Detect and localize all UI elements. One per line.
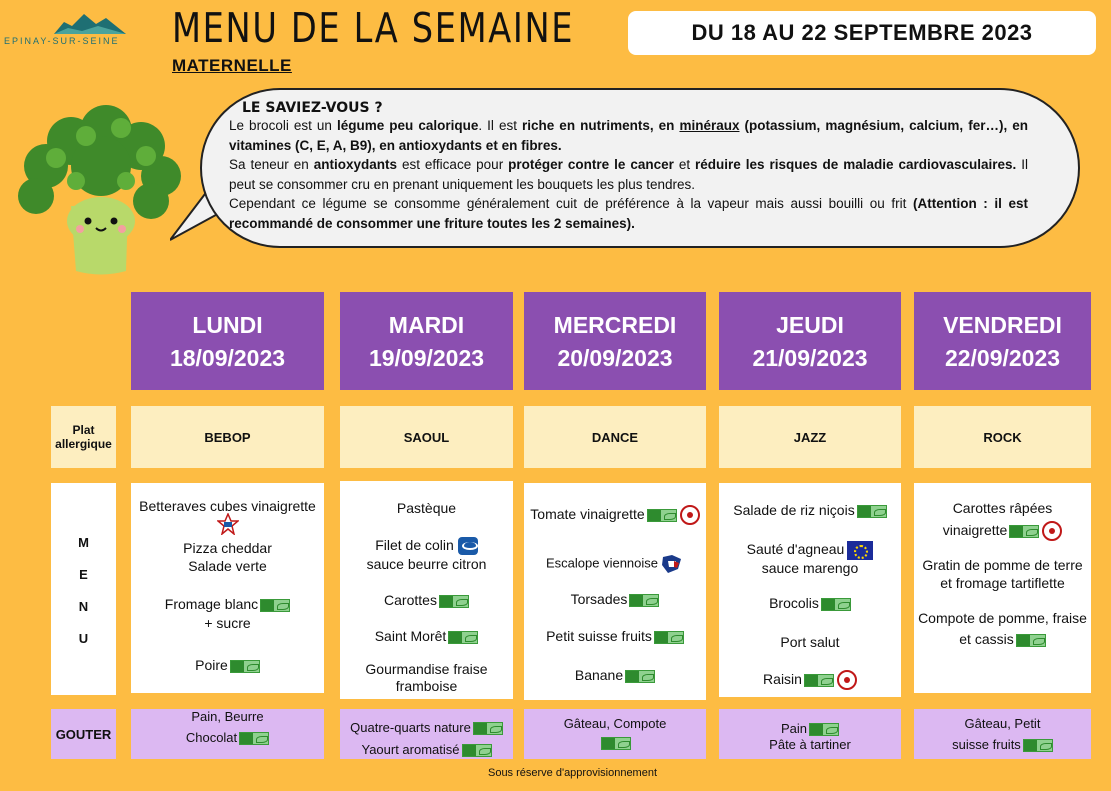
ab-bio-label-icon xyxy=(804,674,834,687)
list-item: Betteraves cubes vinaigrette xyxy=(139,498,316,514)
page-subtitle: MATERNELLE xyxy=(172,56,292,75)
gouter-row-label: GOUTER xyxy=(51,709,116,759)
list-item: Gâteau, Compote xyxy=(563,716,667,731)
logo-text: EPINAY-SUR-SEINE xyxy=(4,36,120,46)
list-item: Yaourt aromatisé xyxy=(340,740,513,760)
list-item: Pizza cheddar xyxy=(183,540,272,556)
ab-bio-label-icon xyxy=(260,599,290,612)
date-range-box: DU 18 AU 22 SEPTEMBRE 2023 xyxy=(628,11,1096,55)
list-item: Filet de colin xyxy=(340,536,513,555)
list-item: Fromage blanc xyxy=(131,595,324,613)
ab-bio-label-icon xyxy=(239,732,269,745)
list-item: et fromage tartiflette xyxy=(940,575,1065,591)
list-item: Raisin xyxy=(719,670,901,690)
list-item: Gratin de pomme de terre xyxy=(922,557,1083,573)
list-item: Saint Morêt xyxy=(340,627,513,645)
list-item: et cassis xyxy=(914,630,1091,648)
day-header-jeudi: JEUDI 21/09/2023 xyxy=(719,292,901,390)
label-rouge-icon xyxy=(837,670,857,690)
allergen-mercredi: DANCE xyxy=(524,406,706,468)
page-title: MENU DE LA SEMAINE xyxy=(172,4,575,52)
ab-bio-label-icon xyxy=(1016,634,1046,647)
ab-bio-label-icon xyxy=(654,631,684,644)
gouter-jeudi xyxy=(719,709,901,759)
fait-maison-star-icon xyxy=(217,513,239,535)
ab-bio-label-icon xyxy=(230,660,260,673)
list-item: Pain xyxy=(719,719,901,739)
ab-bio-label-icon xyxy=(1009,525,1039,538)
day-header-vendredi: VENDREDI 22/09/2023 xyxy=(914,292,1091,390)
day-header-lundi: LUNDI 18/09/2023 xyxy=(131,292,324,390)
allergen-vendredi: ROCK xyxy=(914,406,1091,468)
list-item: sauce beurre citron xyxy=(366,556,487,572)
list-item: framboise xyxy=(395,678,458,694)
allergen-lundi: BEBOP xyxy=(131,406,324,468)
hills-logo-icon xyxy=(54,12,126,34)
info-title: LE SAVIEZ-VOUS ? xyxy=(242,100,383,116)
label-rouge-icon xyxy=(680,505,700,525)
list-item: sauce marengo xyxy=(761,560,859,576)
gouter-mercredi xyxy=(524,709,706,759)
footnote: Sous réserve d'approvisionnement xyxy=(487,767,658,779)
list-item: Pain, Beurre xyxy=(191,709,264,724)
list-item: Quatre-quarts nature xyxy=(340,718,513,738)
list-item: Compote de pomme, fraise xyxy=(918,610,1087,626)
list-item: Chocolat xyxy=(131,728,324,748)
allergen-row-label: Plat allergique xyxy=(51,406,116,468)
ab-bio-label-icon xyxy=(857,505,887,518)
list-item: Escalope viennoise xyxy=(524,553,706,575)
ab-bio-label-icon xyxy=(462,744,492,757)
list-item: Gâteau, Petit xyxy=(964,716,1041,731)
gouter-lundi xyxy=(131,709,324,759)
list-item: Gourmandise fraise xyxy=(365,661,488,677)
gouter-mardi xyxy=(340,709,513,759)
viande-francaise-icon xyxy=(660,553,684,575)
ab-bio-label-icon xyxy=(601,737,631,750)
list-item: Poire xyxy=(131,656,324,674)
list-item: vinaigrette xyxy=(914,521,1091,541)
menu-jeudi xyxy=(719,483,901,697)
msc-fish-icon xyxy=(458,537,478,555)
day-header-mercredi: MERCREDI 20/09/2023 xyxy=(524,292,706,390)
list-item: Salade de riz niçois xyxy=(719,501,901,519)
list-item: Sauté d'agneau xyxy=(719,540,901,560)
allergen-jeudi: JAZZ xyxy=(719,406,901,468)
menu-mercredi xyxy=(524,483,706,700)
menu-vendredi xyxy=(914,483,1091,693)
list-item: Tomate vinaigrette xyxy=(524,505,706,525)
broccoli-mascot-icon xyxy=(16,96,181,276)
list-item: Carottes râpées xyxy=(952,500,1053,516)
ab-bio-label-icon xyxy=(448,631,478,644)
list-item: Pastèque xyxy=(396,500,457,516)
allergen-mardi: SAOUL xyxy=(340,406,513,468)
list-item: Torsades xyxy=(524,590,706,608)
ab-bio-label-icon xyxy=(473,722,503,735)
info-text: Le brocoli est un légume peu calorique. Il est riche en nutriments, en minéraux (potassium, magnésium, calcium, fer…), en vitamines (C, E, A, B9), en antioxydants et en fibres. Sa teneur en antioxydants est efficace pour protéger contre le cancer et réduire les risques de maladie cardiovasculaires. Il peut se consommer cru en prenant uniquement les bouquets les plus tendres. Cependant ce légume se consomme généralement cuit de préférence à la vapeur mais aussi bouilli ou frit (Attention : il est recommandé de consommer une friture toutes les 2 semaines). xyxy=(229,118,1029,231)
label-rouge-icon xyxy=(1042,521,1062,541)
list-item: Brocolis xyxy=(719,594,901,612)
menu-mardi xyxy=(340,481,513,699)
list-item: suisse fruits xyxy=(914,735,1091,755)
ab-bio-label-icon xyxy=(1023,739,1053,752)
list-item: Petit suisse fruits xyxy=(524,627,706,645)
list-item: Port salut xyxy=(780,634,840,650)
ab-bio-label-icon xyxy=(439,595,469,608)
ab-bio-label-icon xyxy=(629,594,659,607)
info-bubble xyxy=(200,88,1080,248)
ab-bio-label-icon xyxy=(625,670,655,683)
list-item: Carottes xyxy=(340,591,513,609)
city-logo xyxy=(4,12,166,50)
gouter-vendredi xyxy=(914,709,1091,759)
eu-flag-icon xyxy=(847,541,873,560)
menu-lundi xyxy=(131,483,324,693)
ab-bio-label-icon xyxy=(647,509,677,522)
menu-row-label: M E N U xyxy=(51,483,116,695)
ab-bio-label-icon xyxy=(821,598,851,611)
list-item: Banane xyxy=(524,666,706,684)
list-item: Salade verte xyxy=(188,558,267,574)
day-header-mardi: MARDI 19/09/2023 xyxy=(340,292,513,390)
list-item: + sucre xyxy=(204,615,251,631)
list-item: Pâte à tartiner xyxy=(769,737,851,752)
